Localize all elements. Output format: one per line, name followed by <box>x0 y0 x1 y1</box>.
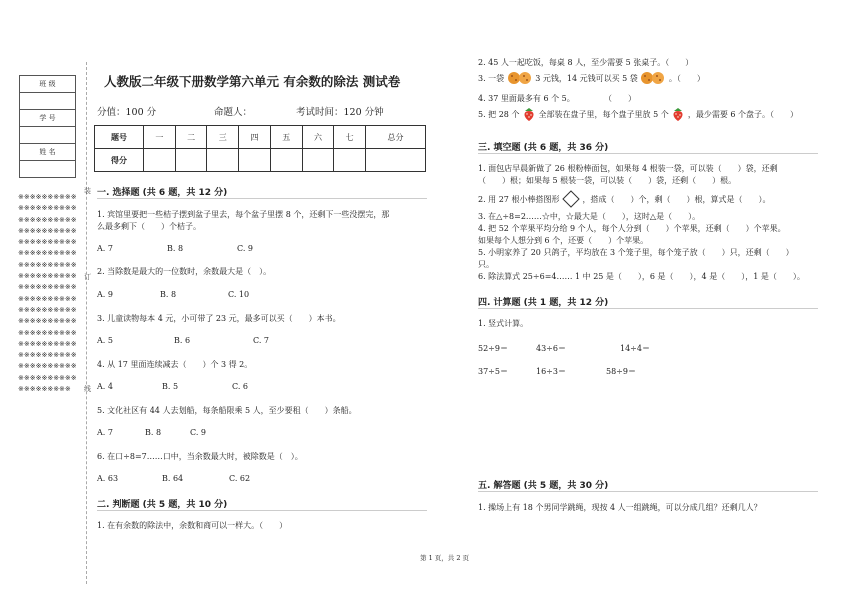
option-b[interactable]: B. 6 <box>174 336 191 345</box>
question-text: （ ）根；如果每 5 根装一袋，可以装（ ）袋，还剩（ ）根。 <box>478 176 737 185</box>
calc-item: 37÷5＝ <box>478 367 508 376</box>
question-text <box>478 106 798 124</box>
section-5-title: 五. 解答题 (共 5 题，共 30 分) <box>478 481 609 491</box>
score-cell[interactable] <box>334 149 366 172</box>
question-text: 么最多剩下（ ）个桔子。 <box>97 222 201 231</box>
strawberry-icon <box>522 106 536 124</box>
q2-part-b: ，搭成（ ）个，剩（ ）根，算式是（ ）。 <box>582 195 771 204</box>
option-b[interactable]: B. 8 <box>167 244 184 253</box>
binding-line <box>86 62 87 584</box>
option-a[interactable]: A. 5 <box>97 336 113 345</box>
section-divider <box>97 510 427 511</box>
question-text: 2. 45 人一起吃饭，每桌 8 人，至少需要 5 张桌子。（ ） <box>478 58 694 67</box>
score-cell[interactable] <box>175 149 207 172</box>
cookie-icon <box>507 70 533 88</box>
question-text: 4. 把 52 个苹果平均分给 9 个人，每个人分到（ ）个苹果，还剩（ ）个苹果。 <box>478 224 786 233</box>
score-cell[interactable] <box>239 149 271 172</box>
option-c[interactable]: C. 9 <box>237 244 254 253</box>
question-text <box>478 190 771 210</box>
q5-part-b: 全部装在盘子里，每个盘子里放 5 个 <box>538 110 669 119</box>
question-text: 如果每个人想分到 6 个，还要（ ）个苹果。 <box>478 236 649 245</box>
score-header-cell: 六 <box>302 126 334 149</box>
score-header-cell: 七 <box>334 126 366 149</box>
info-id-label: 学 号 <box>20 110 76 127</box>
section-divider <box>97 198 427 199</box>
option-b[interactable]: B. 64 <box>162 474 184 483</box>
option-c[interactable]: C. 10 <box>228 290 250 299</box>
score-header-cell: 四 <box>239 126 271 149</box>
score-table-header-row <box>95 126 426 149</box>
option-a[interactable]: A. 9 <box>97 290 113 299</box>
score-header-cell: 二 <box>175 126 207 149</box>
score-table <box>94 125 426 172</box>
seal-line-pattern: ※※※※※※※※※※※※※※※※※※※※※※※※※※※※※※※※※※※※※※※※※※※※※※※※※※※※※※※※※※※※※※※※※※※※※※※※※※※※※※※※※※※※※※※※※※※※※※※※※※※※※※※※※※※※※※※※※※※※※※※※※※※※※※※※※※※※※※※※※※※※※※※※※※※※※※※※※※※※※※※※※※※※※※※※※※※※※※※※※※※ <box>18 193 77 394</box>
score-cell[interactable] <box>302 149 334 172</box>
answer-bracket[interactable]: （ ） <box>604 94 636 103</box>
question-text: 6. 除法算式 25÷6=4…… 1 中 25 是（ ），6 是（ ），4 是（ ），1 是（ ）。 <box>478 272 805 281</box>
question-text: 1. 面包店早晨新做了 26 根粉棒面包，如果每 4 根装一袋，可以装（ ）袋，还剩 <box>478 164 778 173</box>
score-row-label: 得分 <box>95 149 144 172</box>
student-info-table <box>19 75 76 178</box>
section-divider <box>478 491 818 492</box>
page-footer: 第 1 页，共 2 页 <box>420 554 470 562</box>
calc-item: 58÷9＝ <box>606 367 636 376</box>
calc-item: 14÷4＝ <box>620 344 650 353</box>
info-name-label: 姓 名 <box>20 144 76 161</box>
binding-mark-2: 订 <box>84 273 91 281</box>
option-b[interactable]: B. 5 <box>162 382 179 391</box>
question-text: 4. 从 17 里面连续减去（ ）个 3 得 2。 <box>97 360 253 369</box>
section-3-title: 三. 填空题 (共 6 题，共 36 分) <box>478 143 609 153</box>
question-text: 6. 在口÷8=7……口中，当余数最大时，被除数是（ ）。 <box>97 452 303 461</box>
meta-time: 考试时间：120 分钟 <box>296 107 384 118</box>
strawberry-icon <box>671 106 685 124</box>
q3-part-c: 。（ ） <box>668 74 705 83</box>
cookie-icon <box>640 70 666 88</box>
diamond-icon <box>562 190 580 210</box>
q3-part-b: 3 元钱，14 元钱可以买 5 袋 <box>535 74 638 83</box>
question-text: 1. 操场上有 18 个男同学跳绳，现按 4 人一组跳绳，可以分成几组？还剩几人？ <box>478 503 762 512</box>
option-c[interactable]: C. 7 <box>253 336 270 345</box>
info-id-value[interactable] <box>20 127 76 144</box>
question-text: 3. 在△÷8=2……☆中，☆最大是（ ），这时△是（ ）。 <box>478 212 701 221</box>
score-cell[interactable] <box>270 149 302 172</box>
question-text: 1. 在有余数的除法中，余数和商可以一样大。（ ） <box>97 521 288 530</box>
option-c[interactable]: C. 62 <box>229 474 251 483</box>
meta-author: 命题人： <box>214 107 253 118</box>
option-a[interactable]: A. 4 <box>97 382 113 391</box>
question-text: 只。 <box>478 260 494 269</box>
option-a[interactable]: A. 7 <box>97 428 113 437</box>
score-header-cell: 一 <box>144 126 176 149</box>
score-cell[interactable] <box>207 149 239 172</box>
calc-item: 52÷9＝ <box>478 344 508 353</box>
page-title: 人教版二年级下册数学第六单元 有余数的除法 测试卷 <box>104 74 401 89</box>
q2-part-a: 2. 用 27 根小棒搭图形 <box>478 195 560 204</box>
meta-score: 分值：100 分 <box>97 107 157 118</box>
score-header-cell: 题号 <box>95 126 144 149</box>
section-2-title: 二. 判断题 (共 5 题，共 10 分) <box>97 500 228 510</box>
question-text <box>478 70 705 88</box>
option-c[interactable]: C. 9 <box>190 428 207 437</box>
info-class-label: 班 级 <box>20 76 76 93</box>
option-a[interactable]: A. 7 <box>97 244 113 253</box>
score-table-row <box>95 149 426 172</box>
score-header-cell: 三 <box>207 126 239 149</box>
question-text: 1. 竖式计算。 <box>478 319 529 328</box>
score-header-cell: 五 <box>270 126 302 149</box>
section-4-title: 四. 计算题 (共 1 题，共 12 分) <box>478 298 609 308</box>
score-cell[interactable] <box>144 149 176 172</box>
question-text: 5. 文化社区有 44 人去划船，每条船限乘 5 人，至少要租（ ）条船。 <box>97 406 357 415</box>
question-text: 3. 儿童读物每本 4 元，小可带了 23 元，最多可以买（ ）本书。 <box>97 314 341 323</box>
question-text: 2. 当除数是最大的一位数时，余数最大是（ ）。 <box>97 267 272 276</box>
info-class-value[interactable] <box>20 93 76 110</box>
q5-part-a: 5. 把 28 个 <box>478 110 520 119</box>
option-c[interactable]: C. 6 <box>232 382 249 391</box>
section-divider <box>478 153 818 154</box>
score-cell[interactable] <box>366 149 426 172</box>
binding-mark-1: 装 <box>84 187 91 195</box>
binding-mark-3: 线 <box>84 385 91 393</box>
question-text: 1. 宾馆里要把一些桔子摆到盆子里去，每个盆子里摆 8 个，还剩下一些没摆完，那 <box>97 210 390 219</box>
option-b[interactable]: B. 8 <box>145 428 162 437</box>
calc-item: 43÷6＝ <box>536 344 566 353</box>
option-a[interactable]: A. 63 <box>97 474 119 483</box>
q5-part-c: ，最少需要 6 个盘子。（ ） <box>687 110 799 119</box>
q3-part-a: 3. 一袋 <box>478 74 505 83</box>
option-b[interactable]: B. 8 <box>160 290 177 299</box>
section-1-title: 一. 选择题 (共 6 题，共 12 分) <box>97 188 228 198</box>
question-text: 5. 小明家养了 20 只鸽子，平均放在 3 个笼子里，每个笼子放（ ）只，还剩（ ） <box>478 248 794 257</box>
info-name-value[interactable] <box>20 161 76 178</box>
question-text: 4. 37 里面最多有 6 个 5。 <box>478 94 575 103</box>
calc-item: 16÷3＝ <box>536 367 566 376</box>
section-divider <box>478 308 818 309</box>
score-header-cell: 总分 <box>366 126 426 149</box>
